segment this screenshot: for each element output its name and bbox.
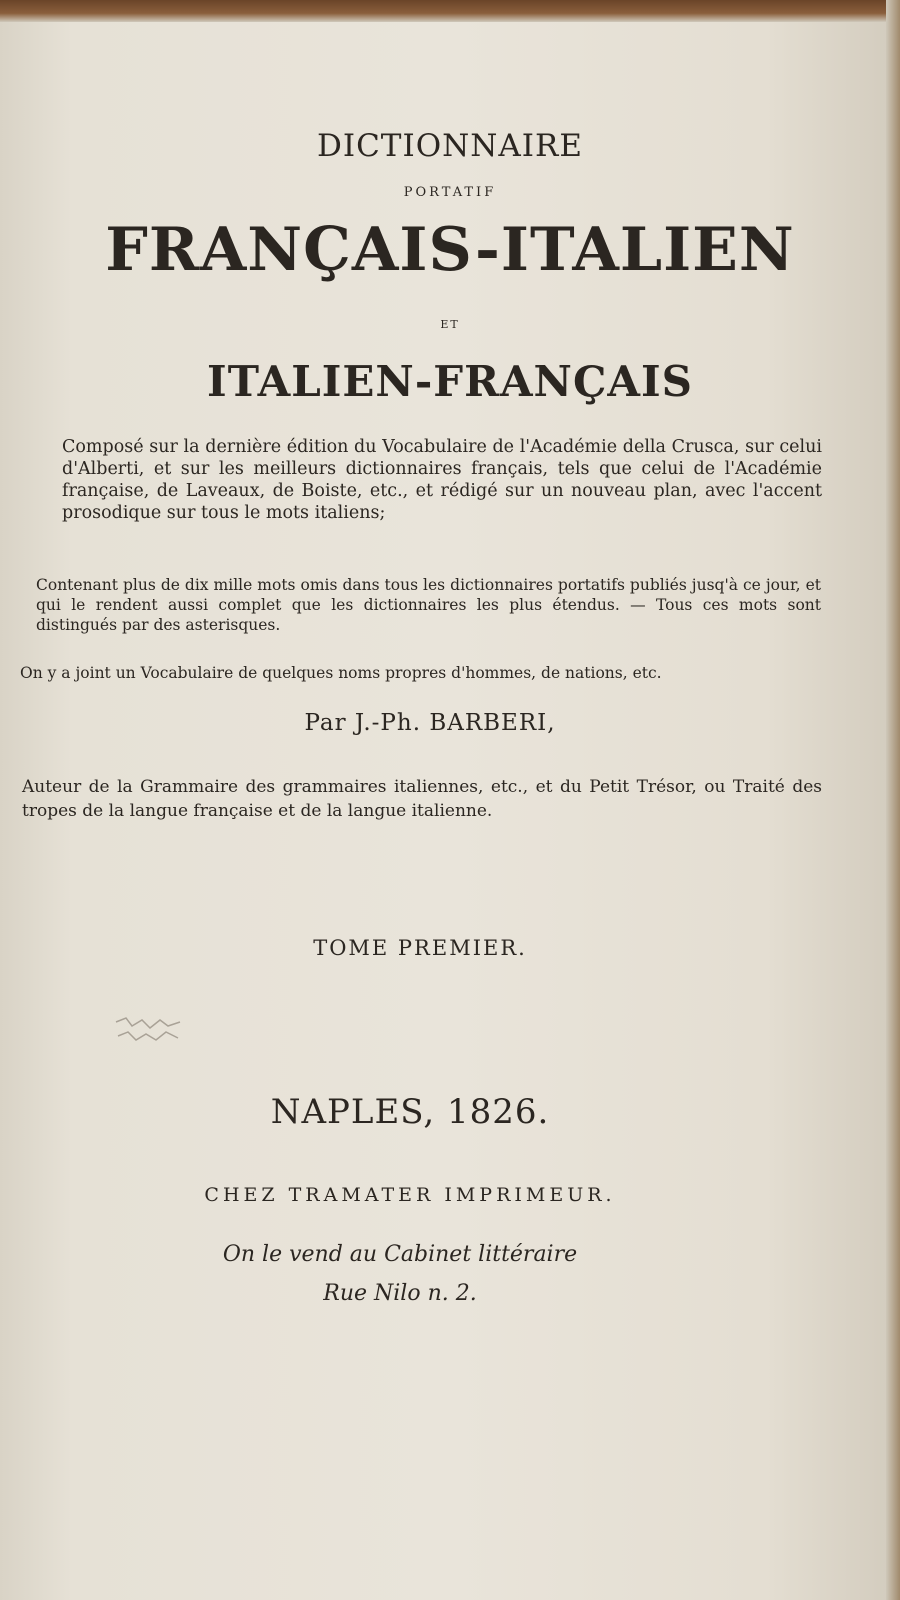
title-dictionnaire: DICTIONNAIRE [316,128,583,164]
vocabulary-note: On y a joint un Vocabulaire de quelques noms propres d'hommes, de nations, etc. [20,664,662,682]
description-paragraph: Composé sur la dernière édition du Vocabulaire de l'Académie della Crusca, sur celui d'Alberti, et sur les meilleurs dictionnaires français, tels que celui de l'Académie française, de Laveaux, de Boiste, etc., et rédigé sur un nouveau plan, avec l'accent prosodique sur tous le mots italiens; [62,437,822,523]
page-top-edge [0,0,900,22]
author-works: Auteur de la Grammaire des grammaires italiennes, etc., et du Petit Trésor, ou Traité des tropes de la langue française et de la langue italienne. [22,777,822,821]
author-line: Par J.-Ph. BARBERI, [304,710,556,736]
printer-line: CHEZ TRAMATER IMPRIMEUR. [204,1184,616,1206]
title-francais-italien: FRANÇAIS-ITALIEN [105,215,795,285]
title-portatif: PORTATIF [403,185,497,200]
faded-stamp-mark [112,1012,188,1046]
title-et: ET [440,318,460,331]
title-italien-francais: ITALIEN-FRANÇAIS [207,357,693,406]
address-line: Rue Nilo n. 2. [323,1281,477,1306]
sold-at-line: On le vend au Cabinet littéraire [222,1242,578,1267]
place-and-date: NAPLES, 1826. [270,1092,550,1132]
stamp-icon [112,1012,188,1046]
contents-paragraph: Contenant plus de dix mille mots omis dans tous les dictionnaires portatifs publiés jusq'à ce jour, et qui le rendent aussi complet que les dictionnaires les plus étendus. — Tous ces mots sont distingués par des asterisques. [36,576,821,634]
volume-label: TOME PREMIER. [313,936,527,960]
